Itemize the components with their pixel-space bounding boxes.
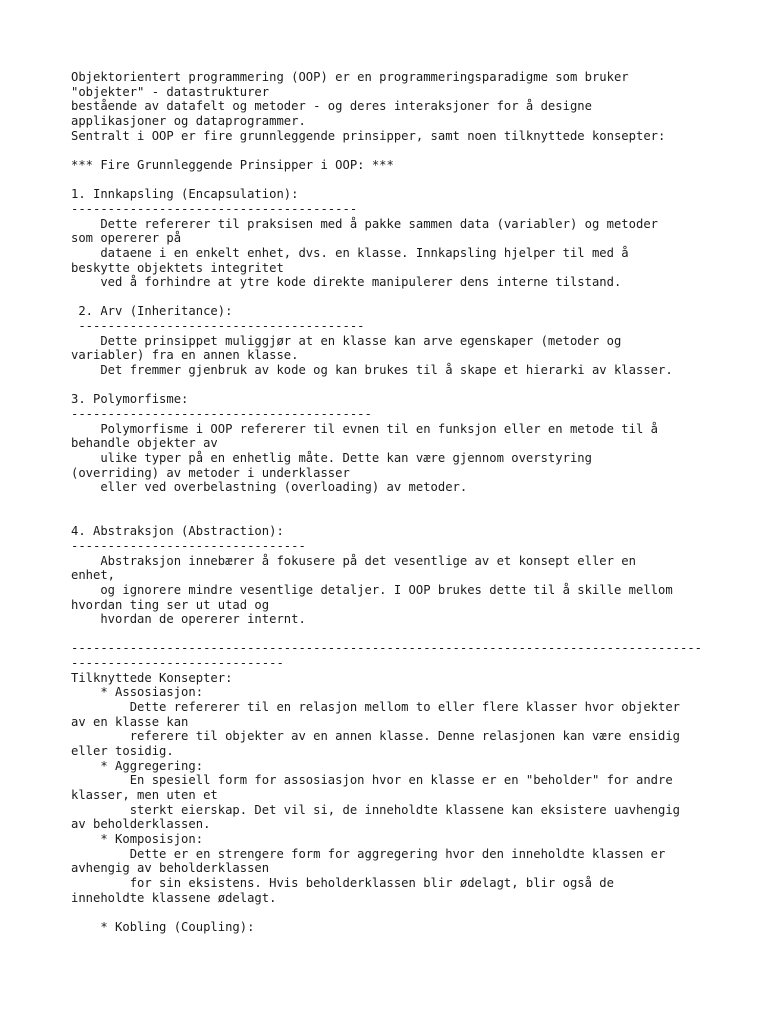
text-line — [71, 510, 761, 525]
text-line: eller tosidig. — [71, 744, 174, 759]
text-line: som opererer på — [71, 231, 182, 246]
text-line: behandle objekter av — [71, 436, 218, 451]
text-line: sterkt eierskap. Det vil si, de inneholdte klassene kan eksistere uavhengig — [71, 802, 681, 817]
text-line: hvordan de opererer internt. — [71, 612, 306, 627]
document-text-body — [71, 70, 761, 935]
text-line: beskytte objektets integritet — [71, 260, 284, 275]
text-line: -------------------------------- — [71, 538, 306, 553]
text-line: bestående av datafelt og metoder - og deres interaksjoner for å designe — [71, 99, 592, 114]
text-line: ----------------------------- — [71, 656, 284, 671]
text-line: avhengig av beholderklassen — [71, 861, 270, 876]
text-line: "objekter" - datastrukturer — [71, 84, 270, 99]
text-line: for sin eksistens. Hvis beholderklassen blir ødelagt, blir også de — [71, 875, 614, 890]
text-line: av en klasse kan — [71, 714, 189, 729]
text-line: * Assosiasjon: — [71, 685, 204, 700]
text-line: ----------------------------------------- — [71, 407, 372, 422]
text-line: 4. Abstraksjon (Abstraction): — [71, 524, 284, 539]
text-line: Polymorfisme i OOP refererer til evnen til en funksjon eller en metode til å — [71, 421, 658, 436]
text-line — [71, 905, 761, 920]
text-line: En spesiell form for assosiasjon hvor en klasse er en "beholder" for andre — [71, 773, 673, 788]
text-line: Dette prinsippet muliggjør at en klasse kan arve egenskaper (metoder og — [71, 333, 622, 348]
text-line: 3. Polymorfisme: — [71, 392, 189, 407]
text-line: variabler) fra en annen klasse. — [71, 348, 299, 363]
text-line: * Komposisjon: — [71, 832, 204, 847]
text-line: ulike typer på en enhetlig måte. Dette kan være gjennom overstyring — [71, 451, 592, 465]
text-line: og ignorere mindre vesentlige detaljer. I OOP brukes dette til å skille mellom — [71, 582, 673, 597]
text-line: * Aggregering: — [71, 758, 204, 773]
text-line: 1. Innkapsling (Encapsulation): — [71, 187, 299, 202]
text-line — [71, 627, 761, 642]
text-line: *** Fire Grunnleggende Prinsipper i OOP: *** — [71, 157, 394, 172]
text-line: enhet, — [71, 568, 116, 583]
text-line: inneholdte klassene ødelagt. — [71, 890, 277, 905]
text-line: dataene i en enkelt enhet, dvs. en klasse. Innkapsling hjelper til med å — [71, 245, 629, 260]
text-line: Det fremmer gjenbruk av kode og kan brukes til å skape et hierarki av klasser. — [71, 363, 673, 378]
text-line: applikasjoner og dataprogrammer. — [71, 113, 306, 128]
text-line: Objektorientert programmering (OOP) er en programmeringsparadigme som bruker — [71, 70, 629, 84]
text-line: Dette er en strengere form for aggregering hvor den inneholdte klassen er — [71, 846, 666, 861]
text-line: --------------------------------------- — [71, 201, 358, 216]
text-line: * Kobling (Coupling): — [71, 919, 255, 934]
text-line — [71, 495, 761, 510]
text-line: referere til objekter av en annen klasse. Denne relasjonen kan være ensidig — [71, 729, 681, 744]
text-line: (overriding) av metoder i underklasser — [71, 465, 350, 480]
text-line: hvordan ting ser ut utad og — [71, 597, 270, 612]
text-line — [71, 378, 761, 393]
text-line: -------------------------------------------------------------------------------------- — [71, 641, 703, 656]
text-line: Dette refererer til praksisen med å pakke sammen data (variabler) og metoder — [71, 216, 658, 231]
text-line — [71, 143, 761, 158]
text-line: 2. Arv (Inheritance): — [71, 304, 233, 319]
text-line: Tilknyttede Konsepter: — [71, 670, 233, 685]
text-line: Sentralt i OOP er fire grunnleggende prinsipper, samt noen tilknyttede konsepter: — [71, 128, 666, 143]
document-page — [71, 70, 761, 935]
text-line: av beholderklassen. — [71, 817, 211, 832]
text-line: Abstraksjon innebærer å fokusere på det vesentlige av et konsept eller en — [71, 553, 636, 568]
text-line — [71, 173, 761, 188]
text-line: Dette refererer til en relasjon mellom to eller flere klasser hvor objekter — [71, 700, 681, 715]
text-line: --------------------------------------- — [71, 319, 365, 334]
text-line: ved å forhindre at ytre kode direkte manipulerer dens interne tilstand. — [71, 275, 622, 290]
text-line — [71, 290, 761, 305]
text-line: eller ved overbelastning (overloading) av metoder. — [71, 480, 468, 495]
text-line: klasser, men uten et — [71, 788, 218, 803]
